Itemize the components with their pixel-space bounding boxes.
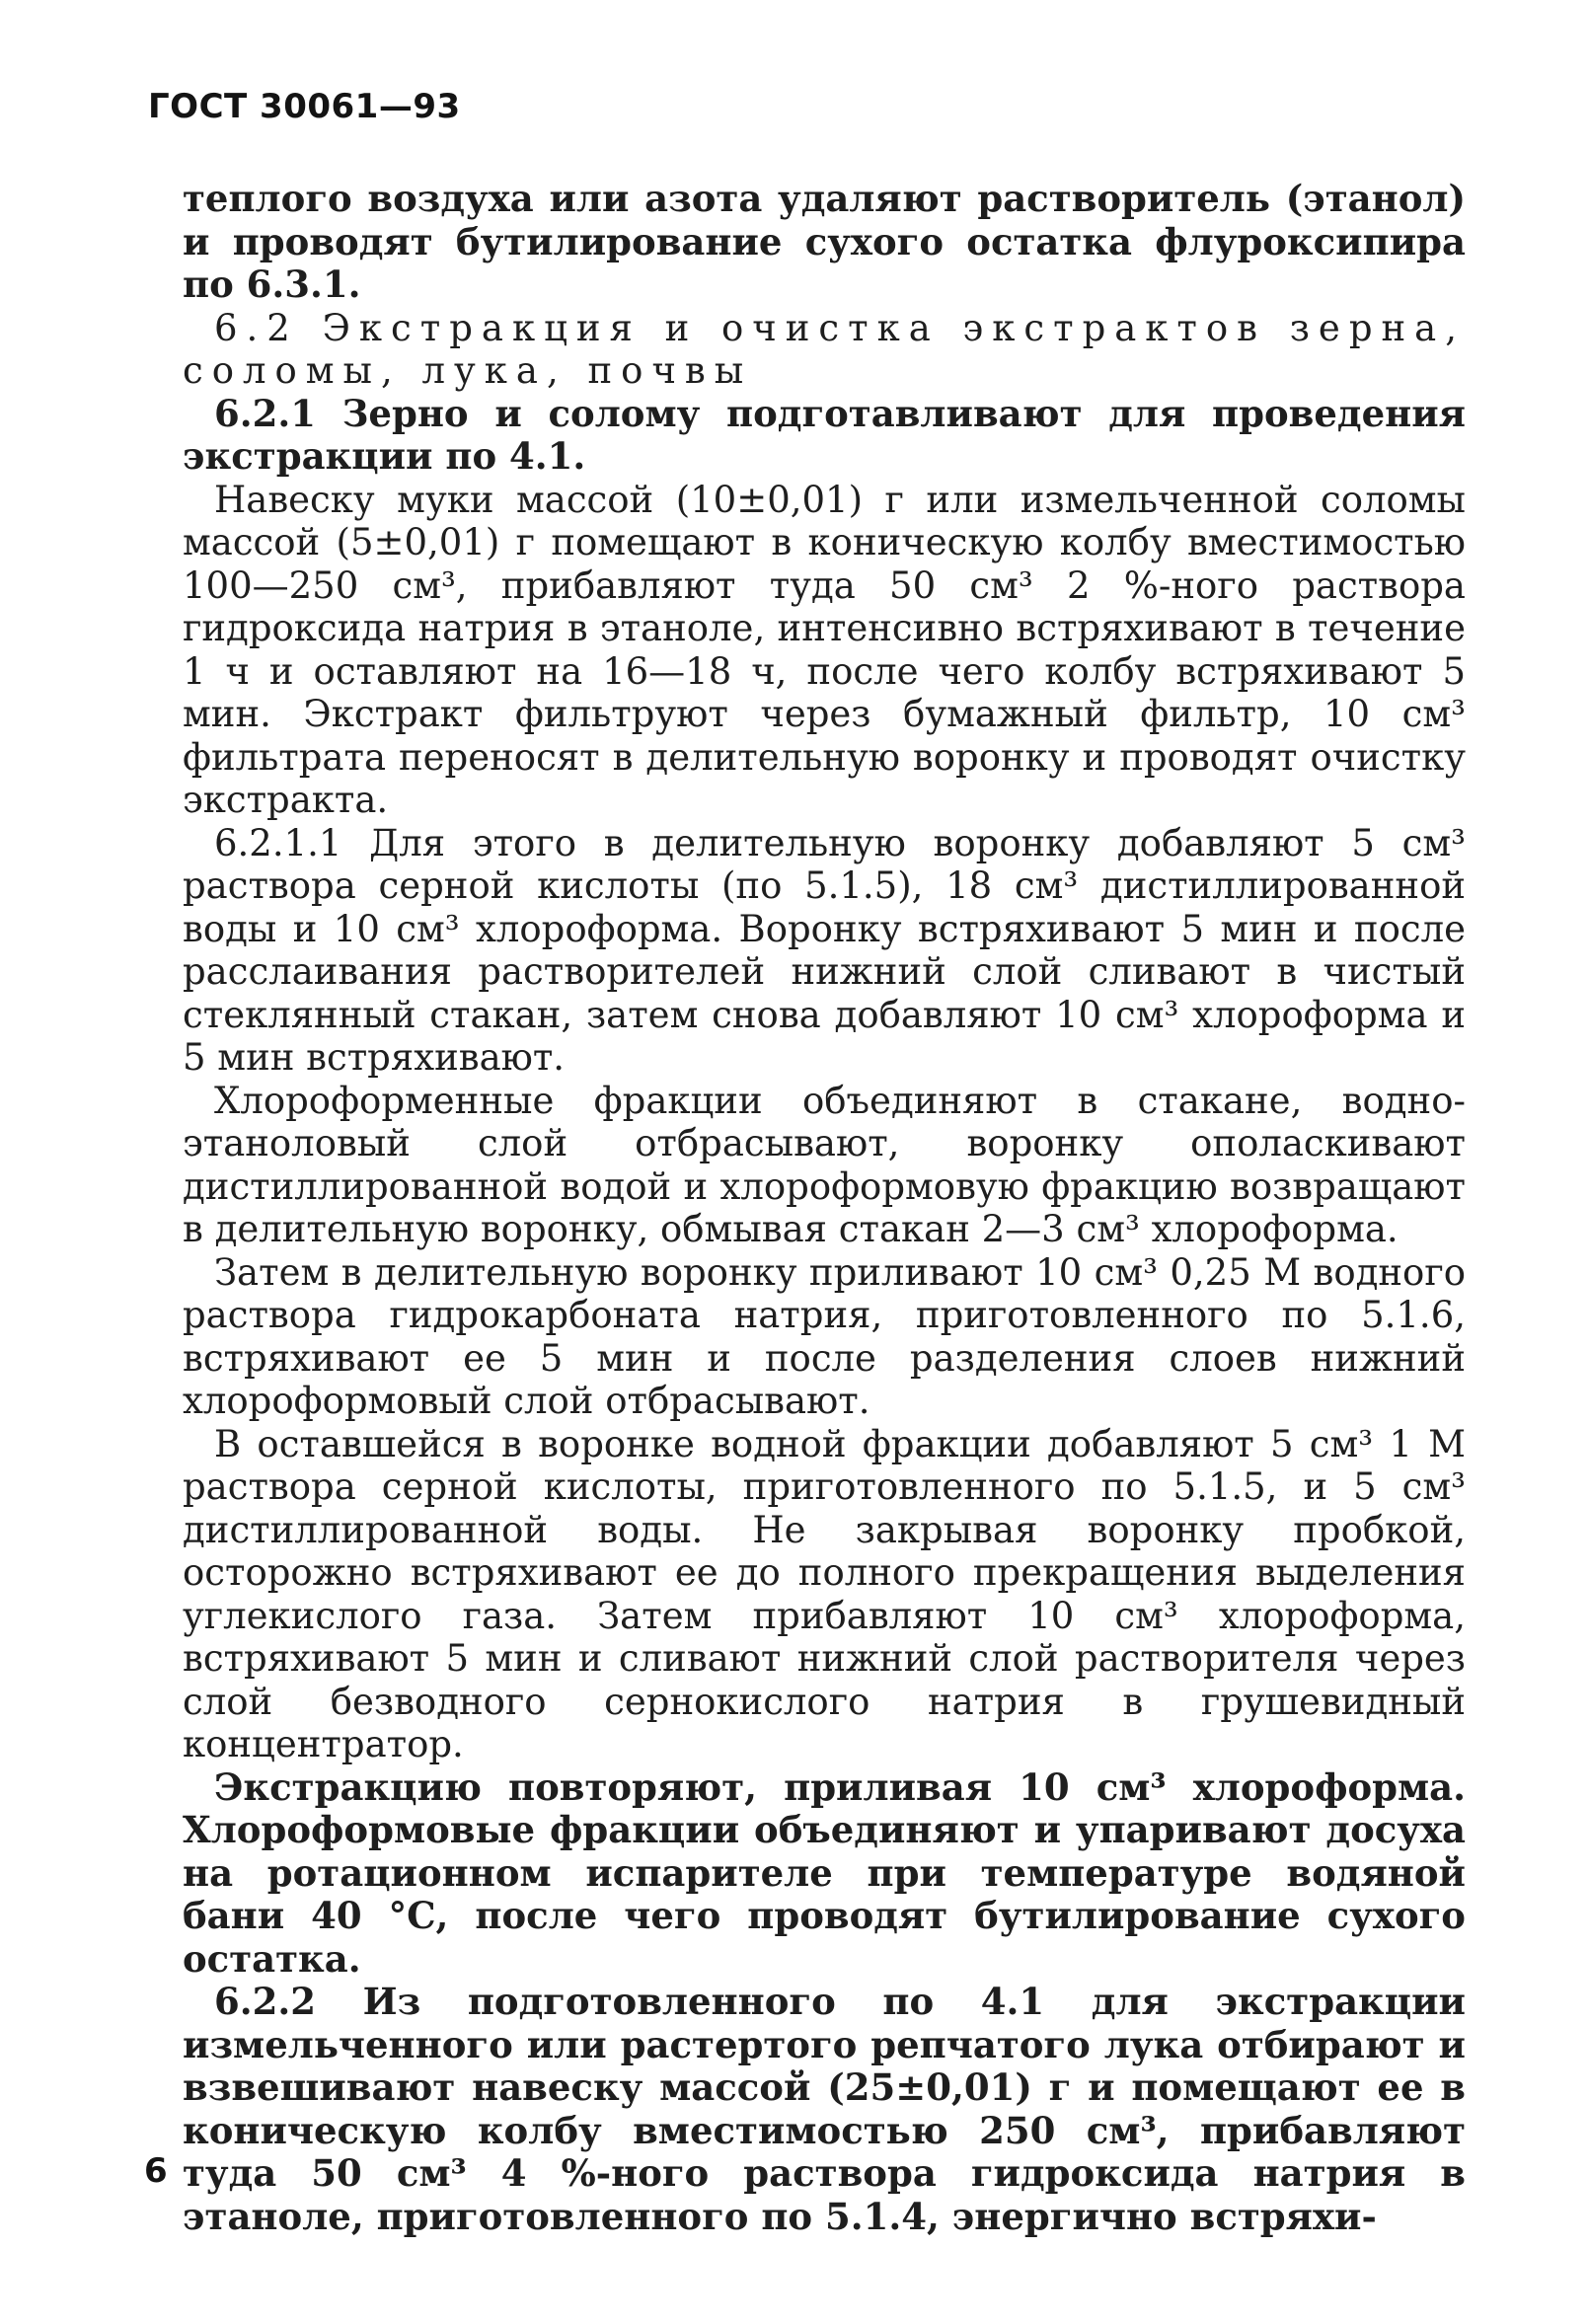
document-header: ГОСТ 30061—93	[148, 87, 461, 126]
paragraph-6-2-1-1: 6.2.1.1 Для этого в делительную воронку добавляют 5 см³ раствора серной кислоты (по 5.1.5), 18 см³ дистиллированной воды и 10 см³ хлороформа. Воронку встряхивают 5 мин и после расслаивания растворителей нижний слой сливают в чистый стеклянный стакан, затем снова добавляют 10 см³ хлороформа и 5 мин встряхивают.	[183, 821, 1466, 1079]
paragraph-chloroform-fractions: Хлороформенные фракции объединяют в стакане, водно-этаноловый слой отбрасывают, воронку ополаскивают дистиллированной водой и хлороформовую фракцию возвращают в делительную воронку, обмывая стакан 2—3 см³ хлороформа.	[183, 1079, 1466, 1250]
paragraph-sample-weighing: Навеску муки массой (10±0,01) г или измельченной соломы массой (5±0,01) г помещают в коническую колбу вместимостью 100—250 см³, прибавляют туда 50 см³ 2 %-ного раствора гидроксида натрия в этаноле, интенсивно встряхивают в течение 1 ч и оставляют на 16—18 ч, после чего колбу встряхивают 5 мин. Экстракт фильтруют через бумажный фильтр, 10 см³ фильтрата переносят в делительную воронку и проводят очистку экстракта.	[183, 478, 1466, 821]
page-number: 6	[144, 2151, 168, 2191]
paragraph-6-2-2: 6.2.2 Из подготовленного по 4.1 для экстракции измельченного или растертого репчатого лука отбирают и взвешивают навеску массой (25±0,01) г и помещают ее в коническую колбу вместимостью 250 см³, прибавляют туда 50 см³ 4 %-ного раствора гидроксида натрия в этаноле, приготовленного по 5.1.4, энергично встряхи-	[183, 1980, 1466, 2238]
body-text	[183, 178, 1466, 2238]
paragraph-repeat-extraction: Экстракцию повторяют, приливая 10 см³ хлороформа. Хлороформовые фракции объединяют и упаривают досуха на ротационном испарителе при температуре водяной бани 40 °С, после чего проводят бутилирование сухого остатка.	[183, 1764, 1466, 1981]
section-heading-6-2: 6.2 Экстракция и очистка экстрактов зерна, соломы, лука, почвы	[183, 306, 1466, 392]
paragraph-bicarbonate-wash: Затем в делительную воронку приливают 10 см³ 0,25 М водного раствора гидрокарбоната натрия, приготовленного по 5.1.6, встряхивают ее 5 мин и после разделения слоев нижний хлороформовый слой отбрасывают.	[183, 1250, 1466, 1422]
paragraph-6-2-1: 6.2.1 Зерно и солому подготавливают для проведения экстракции по 4.1.	[183, 391, 1466, 478]
paragraph-continuation: теплого воздуха или азота удаляют растворитель (этанол) и проводят бутилирование сухого остатка флуроксипира по 6.3.1.	[183, 177, 1466, 306]
paragraph-acidification: В оставшейся в воронке водной фракции добавляют 5 см³ 1 М раствора серной кислоты, приготовленного по 5.1.5, и 5 см³ дистиллированной воды. Не закрывая воронку пробкой, осторожно встряхивают ее до полного прекращения выделения углекислого газа. Затем прибавляют 10 см³ хлороформа, встряхивают 5 мин и сливают нижний слой растворителя через слой безводного сернокислого натрия в грушевидный концентратор.	[183, 1422, 1466, 1765]
